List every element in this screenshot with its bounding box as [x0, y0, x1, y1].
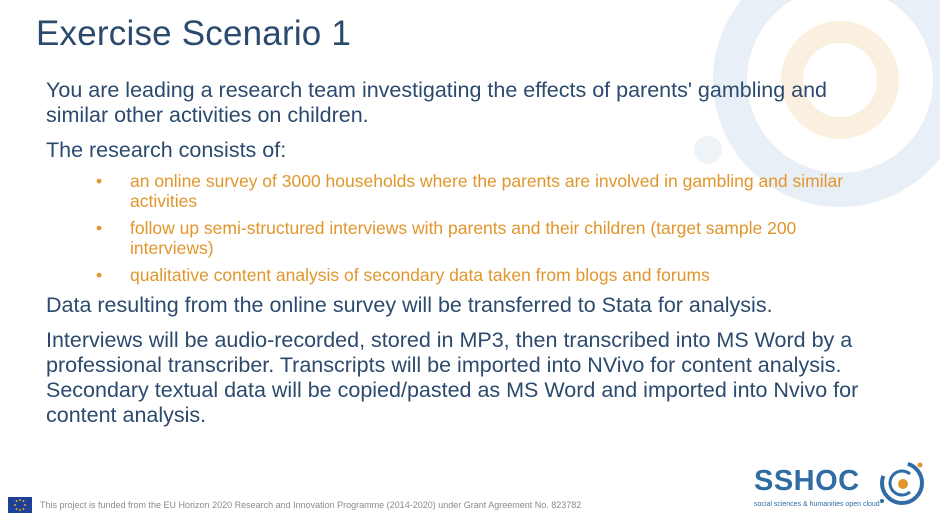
bullet-icon: • [96, 218, 103, 238]
logo-wordmark: SSHOC [754, 465, 860, 497]
list-item-text: follow up semi-structured interviews with parents and their children (target sample 200 interviews) [130, 218, 797, 258]
list-item [96, 265, 886, 285]
bullet-icon: • [96, 265, 103, 285]
sshoc-swirl-icon [872, 455, 928, 511]
stata-paragraph: Data resulting from the online survey will be transferred to Stata for analysis. [46, 293, 773, 317]
funding-statement: This project is funded from the EU Horizon 2020 Research and Innovation Programme (2014-2020) under Grant Agreement No. 823782 [40, 500, 582, 510]
interviews-paragraph: Interviews will be audio-recorded, stored in MP3, then transcribed into MS Word by a professional transcriber. Transcripts will be imported into NVivo for content analysis. Secondary textual data will be copied/pasted as MS Word and imported into Nvivo for content analysis. [46, 328, 859, 427]
research-consists-heading: The research consists of: [46, 138, 287, 162]
list-item-text: qualitative content analysis of secondary data taken from blogs and forums [130, 265, 710, 285]
list-item [96, 218, 886, 258]
list-item [96, 171, 886, 211]
footer [8, 497, 581, 513]
intro-paragraph: You are leading a research team investigating the effects of parents' gambling and similar other activities on children. [46, 78, 828, 127]
bullet-icon: • [96, 171, 103, 191]
slide-title: Exercise Scenario 1 [36, 14, 352, 53]
eu-flag-icon [8, 497, 32, 513]
slide-body [46, 78, 886, 438]
research-components-list [46, 171, 886, 285]
sshoc-logo [752, 455, 932, 515]
list-item-text: an online survey of 3000 households where the parents are involved in gambling and similar activities [130, 171, 844, 211]
logo-tagline: social sciences & humanities open cloud [754, 501, 880, 508]
